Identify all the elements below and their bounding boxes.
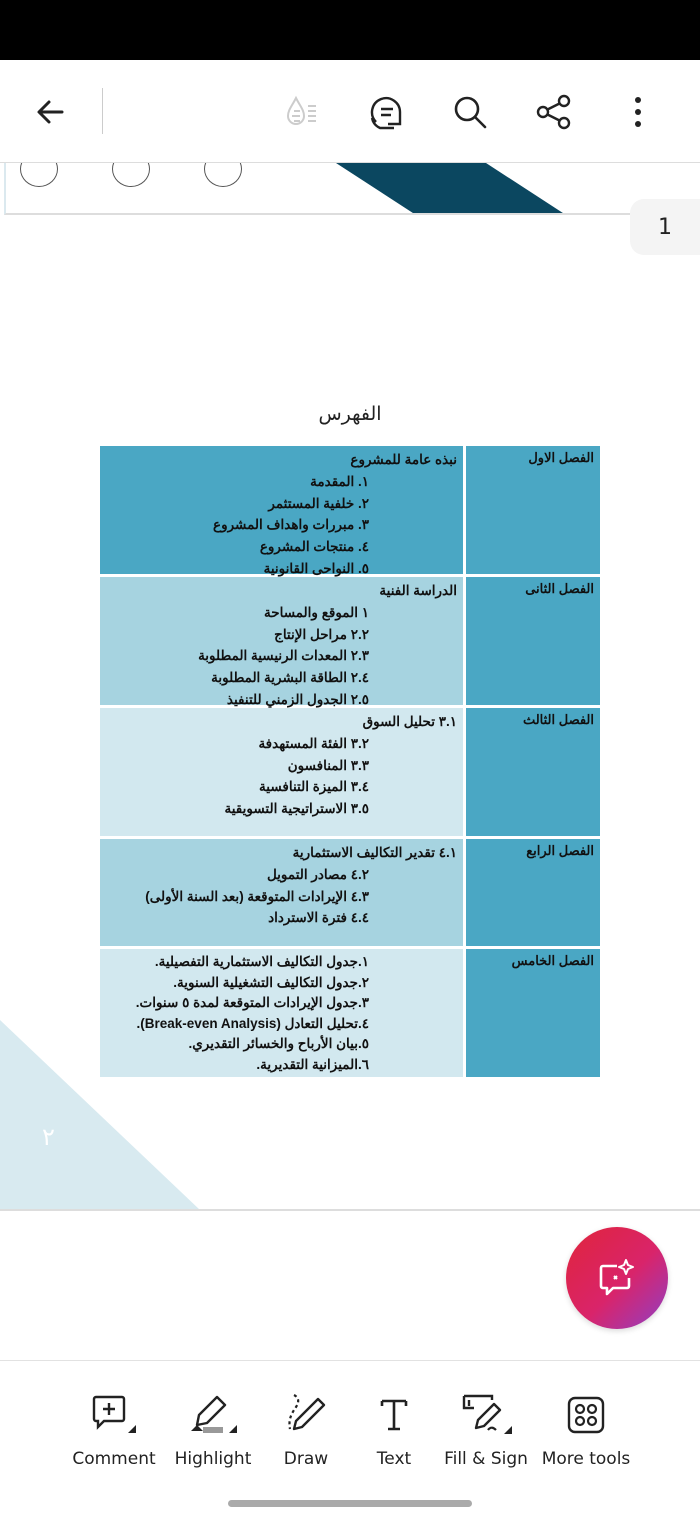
fill-sign-tool-label: Fill & Sign (444, 1449, 528, 1469)
stripe-decoration (336, 163, 566, 215)
toc-row (100, 446, 600, 574)
comment-tool-label: Comment (72, 1449, 156, 1469)
toc-item: ٤.٢ مصادر التمويل (266, 866, 369, 882)
content-cell (100, 708, 463, 836)
section-heading: الدراسة الفنية (379, 583, 457, 598)
content-cell (100, 577, 463, 705)
document-viewer[interactable] (0, 163, 700, 1360)
share-button[interactable] (530, 88, 578, 136)
more-vertical-icon (628, 92, 648, 132)
toc-item: ٣.٢ الفئة المستهدفة (258, 735, 369, 751)
highlighter-icon (187, 1393, 239, 1437)
toc-item: ٣.٤ الميزة التنافسية (259, 779, 369, 795)
draw-tool-label: Draw (283, 1449, 329, 1469)
chapter-cell: الفصل الخامس (466, 949, 600, 1077)
toc-item: ٦.الميزانية التقديرية. (256, 1056, 369, 1072)
section-heading: نبذه عامة للمشروع (350, 452, 457, 467)
page-indicator[interactable]: 1 (630, 199, 700, 255)
grid-icon (566, 1395, 606, 1435)
toc-row (100, 708, 600, 836)
toc-row (100, 949, 600, 1077)
ring-decoration (204, 163, 242, 187)
text-tool-label: Text (376, 1449, 412, 1469)
content-cell (100, 949, 463, 1077)
text-icon (376, 1395, 412, 1435)
toc-item: ٣.جدول الإيرادات المتوقعة لمدة ٥ سنوات. (135, 995, 369, 1010)
toc-item: ١. المقدمة (310, 473, 369, 489)
fill-sign-tool[interactable] (436, 1391, 536, 1469)
comments-list-button[interactable] (362, 88, 410, 136)
text-tool[interactable] (344, 1391, 444, 1469)
bottom-toolbar (0, 1360, 700, 1517)
comment-tool[interactable] (64, 1391, 164, 1469)
toc-item: ٢.٤ الطاقة البشرية المطلوبة (211, 670, 369, 686)
chapter-cell: الفصل الاول (466, 446, 600, 574)
toc-item: ١ الموقع والمساحة (264, 604, 369, 620)
toc-item: ٥. النواحى القانونية (263, 560, 369, 576)
toc-item: ٢.٥ الجدول الزمني للتنفيذ (226, 691, 369, 707)
app-bar (0, 60, 700, 163)
toc-item: ٤.٣ الإيرادات المتوقعة (بعد السنة الأولى) (145, 888, 369, 904)
page-number-footer: ٢ (42, 1123, 55, 1151)
draw-tool[interactable] (256, 1391, 356, 1469)
ai-assistant-button[interactable] (566, 1227, 668, 1329)
toc-item: ٣.٥ الاستراتيجية التسويقية (224, 801, 369, 817)
toc-item: ٢.جدول التكاليف التشغيلية السنوية. (173, 974, 369, 990)
fill-sign-icon (458, 1392, 514, 1438)
toc-item: ٢.٢ مراحل الإنتاج (274, 626, 369, 642)
status-bar (0, 0, 700, 60)
back-button[interactable] (26, 88, 74, 136)
search-button[interactable] (446, 88, 494, 136)
ring-decoration (20, 163, 58, 187)
highlight-tool[interactable] (163, 1391, 263, 1469)
toc-title: الفهرس (318, 403, 382, 425)
more-tools[interactable] (536, 1391, 636, 1469)
toc-item: ٤.٤ فترة الاسترداد (268, 910, 369, 926)
toc-item: ٤.تحليل التعادل (Break-even Analysis). (136, 1015, 369, 1031)
comments-icon (364, 90, 408, 134)
chapter-cell: الفصل الرابع (466, 839, 600, 946)
toc-item: ٢. خلفية المستثمر (268, 495, 369, 511)
section-heading: ٤.١ تقدير التكاليف الاستثمارية (292, 845, 457, 860)
previous-page-bottom (4, 163, 700, 215)
chapter-cell: الفصل الثالث (466, 708, 600, 836)
toc-item: ١.جدول التكاليف الاستثمارية التفصيلية. (154, 954, 369, 969)
toc-item: ٢.٣ المعدات الرنيسية المطلوبة (198, 648, 369, 664)
toc-item: ٥.بيان الأرباح والخسائر التقديري. (188, 1036, 369, 1051)
more-options-button[interactable] (614, 88, 662, 136)
chapter-cell: الفصل الثانى (466, 577, 600, 705)
content-cell (100, 446, 463, 574)
search-icon (450, 92, 490, 132)
pdf-page (0, 215, 700, 1211)
liquid-mode-icon (282, 92, 322, 132)
home-indicator[interactable] (228, 1500, 472, 1507)
comment-add-icon (90, 1393, 138, 1437)
draw-pencil-icon (282, 1391, 330, 1439)
liquid-mode-button[interactable] (278, 88, 326, 136)
toc-item: ٣. مبررات واهداف المشروع (213, 517, 369, 533)
back-arrow-icon (32, 94, 68, 130)
toc-item: ٣.٣ المنافسون (287, 757, 369, 773)
toc-item: ٤. منتجات المشروع (259, 539, 369, 555)
ai-chat-sparkle-icon (595, 1256, 639, 1300)
highlight-tool-label: Highlight (174, 1449, 252, 1469)
toc-row (100, 577, 600, 705)
app-bar-divider (102, 88, 103, 134)
more-tools-label: More tools (541, 1449, 631, 1469)
toc-table (100, 446, 600, 1080)
ring-decoration (112, 163, 150, 187)
share-icon (534, 92, 574, 132)
content-cell (100, 839, 463, 946)
toc-row (100, 839, 600, 946)
section-heading: ٣.١ تحليل السوق (362, 714, 457, 729)
